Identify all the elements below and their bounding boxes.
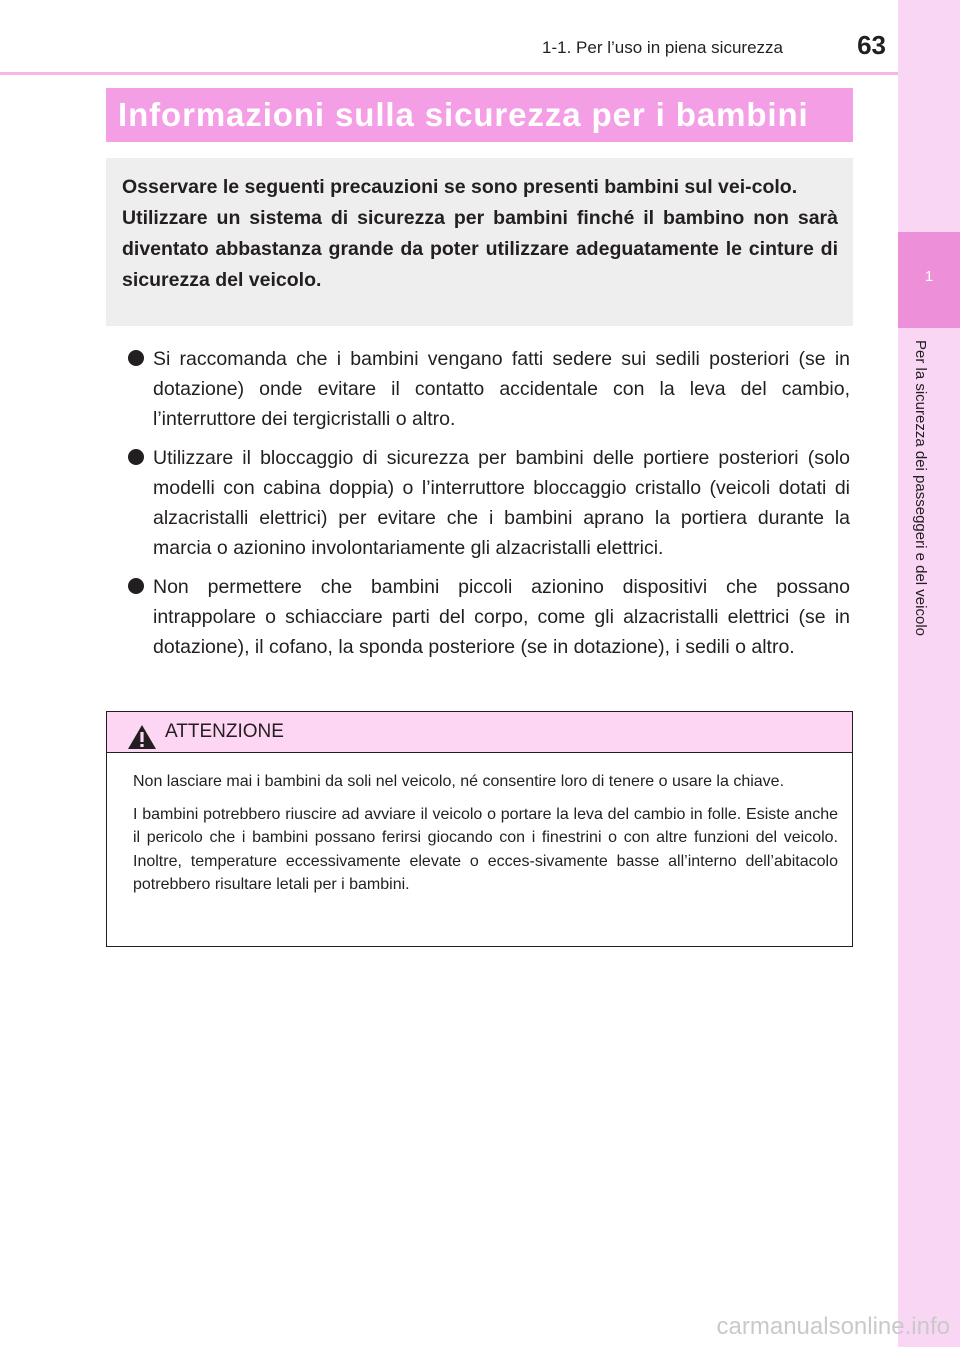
- running-head: 1-1. Per l’uso in piena sicurezza: [542, 38, 783, 57]
- section-title-bar: [106, 88, 853, 142]
- bullet-list: [128, 344, 850, 671]
- intro-paragraph: Osservare le seguenti precauzioni se sono presenti bambini sul vei-colo.: [122, 176, 798, 198]
- warning-box: [106, 711, 853, 947]
- warning-title: ATTENZIONE: [165, 721, 284, 742]
- list-item: [128, 572, 850, 662]
- list-item: [128, 443, 850, 563]
- header-rule: [0, 72, 898, 75]
- warning-body: [133, 770, 838, 906]
- section-title: Informazioni sulla sicurezza per i bambini: [118, 96, 809, 133]
- intro-text: [122, 172, 838, 296]
- watermark: carmanualsonline.info: [716, 1313, 950, 1340]
- chapter-sidebar: [898, 0, 960, 1347]
- bullet-text: Si raccomanda che i bambini vengano fatti sedere sui sedili posteriori (se in dotazione) onde evitare il contatto accidentale con la leva del cambio, l’interruttore dei tergicristalli o altro.: [153, 348, 850, 430]
- intro-box: [106, 158, 853, 326]
- warning-header: [107, 712, 852, 753]
- list-item: [128, 344, 850, 434]
- warning-paragraph: Non lasciare mai i bambini da soli nel veicolo, né consentire loro di tenere o usare la chiave.: [133, 773, 785, 790]
- bullet-dot-icon: [128, 449, 144, 465]
- bullet-text: Non permettere che bambini piccoli azionino dispositivi che possano intrappolare o schiacciare parti del corpo, come gli alzacristalli elettrici (se in dotazione), il cofano, la sponda posteriore (se in dotazione), i sedili o altro.: [153, 576, 850, 658]
- chapter-number: 1: [924, 268, 934, 285]
- bullet-text: Utilizzare il bloccaggio di sicurezza per bambini delle portiere posteriori (solo modelli con cabina doppia) o l’interruttore bloccaggio cristallo (veicoli dotati di alzacristalli elettrici) per evitare che i bambini aprano la portiera durante la marcia o azionino involontariamente gli alzacristalli elettrici.: [153, 447, 850, 559]
- warning-triangle-icon: [127, 724, 157, 750]
- intro-paragraph: Utilizzare un sistema di sicurezza per bambini finché il bambino non sarà diventato abbastanza grande da poter utilizzare adeguatamente le cinture di sicurezza del veicolo.: [122, 207, 838, 291]
- warning-paragraph: I bambini potrebbero riuscire ad avviare il veicolo o portare la leva del cambio in folle. Esiste anche il pericolo che i bambini possano ferirsi giocando con i finestrini o con altre funzioni del veicolo. Inoltre, temperature eccessivamente elevate o ecces-sivamente basse all’interno dell’abitacolo potrebbero risultare letali per i bambini.: [133, 805, 838, 893]
- bullet-dot-icon: [128, 350, 144, 366]
- page-number: 63: [857, 30, 886, 60]
- chapter-label: Per la sicurezza dei passeggeri e del veicolo: [912, 340, 929, 636]
- bullet-dot-icon: [128, 578, 144, 594]
